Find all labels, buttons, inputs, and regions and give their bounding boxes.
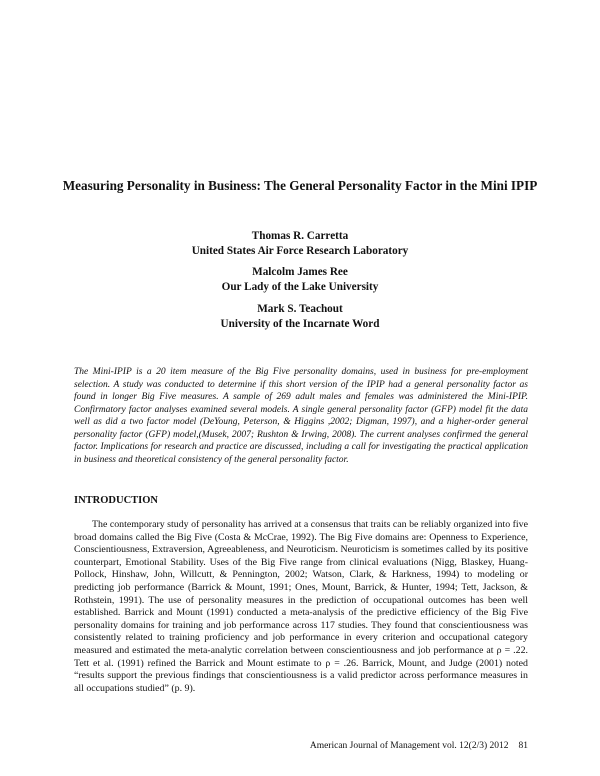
- journal-citation: American Journal of Management vol. 12(2/3) 2012: [309, 741, 509, 751]
- author-name: Thomas R. Carretta: [251, 230, 349, 242]
- section-heading-introduction: INTRODUCTION: [74, 495, 159, 506]
- author-affiliation: Our Lady of the Lake University: [221, 281, 379, 293]
- page-number: 81: [518, 741, 528, 751]
- page-footer: [310, 740, 528, 752]
- author-name: Mark S. Teachout: [257, 303, 343, 315]
- author-affiliation: United States Air Force Research Laboratory: [191, 245, 409, 257]
- author-block-1: [60, 229, 540, 259]
- paper-title: Measuring Personality in Business: The General Personality Factor in the Mini IPIP: [62, 178, 538, 193]
- author-name: Malcolm James Ree: [252, 266, 348, 278]
- author-block-2: [60, 265, 540, 295]
- author-affiliation: University of the Incarnate Word: [220, 318, 380, 330]
- author-block-3: [60, 302, 540, 332]
- intro-paragraph: The contemporary study of personality has arrived at a consensus that traits can be reliably organized into five broad domains called the Big Five (Costa & McCrae, 1992). The Big Five domains are: Openness to Experience, Conscientiousness, Extraversion, Agreeableness, and Neuroticism. Neuroticism is sometimes called by its positive counterpart, Emotional Stability. Uses of the Big Five range from clinical evaluations (Nigg, Blaskey, Huang-Pollock, Hinshaw, John, Willcutt, & Pennington, 2002; Watson, Clark, & Harkness, 1994) to modeling or predicting job performance (Barrick & Mount, 1991; Ones, Mount, Barrick, & Hunter, 1994; Tett, Jackson, & Rothstein, 1991). The use of personality measures in the prediction of occupational outcomes has been well established. Barrick and Mount (1991) conducted a meta-analysis of the predictive efficiency of the Big Five personality domains for training and job performance across 117 studies. They found that conscientiousness was consistently related to training proficiency and job performance in every criterion and occupational category measured and estimated the meta-analytic correlation between conscientiousness and job performance at ρ = .22. Tett et al. (1991) refined the Barrick and Mount estimate to ρ = .26. Barrick, Mount, and Judge (2001) noted “results support the previous findings that conscientiousness is a valid predictor across performance measures in all occupations studied” (p. 9).: [74, 519, 528, 694]
- abstract: The Mini-IPIP is a 20 item measure of the Big Five personality domains, used in business for pre-employment selection. A study was conducted to determine if this short version of the IPIP had a general personality factor as found in longer Big Five measures. A sample of 269 adult males and females was administered the Mini-IPIP. Confirmatory factor analyses examined several models. A single general personality factor (GFP) model fit the data well as did a two factor model (DeYoung, Peterson, & Higgins ,2002; Digman, 1997), and a higher-order general personality factor (GFP) model,(Musek, 2007; Rushton & Irwing, 2008). The current analyses confirmed the general factor. Implications for research and practice are discussed, including a call for investigating the practical application in business and theoretical consistency of the general personality factor.: [74, 367, 528, 465]
